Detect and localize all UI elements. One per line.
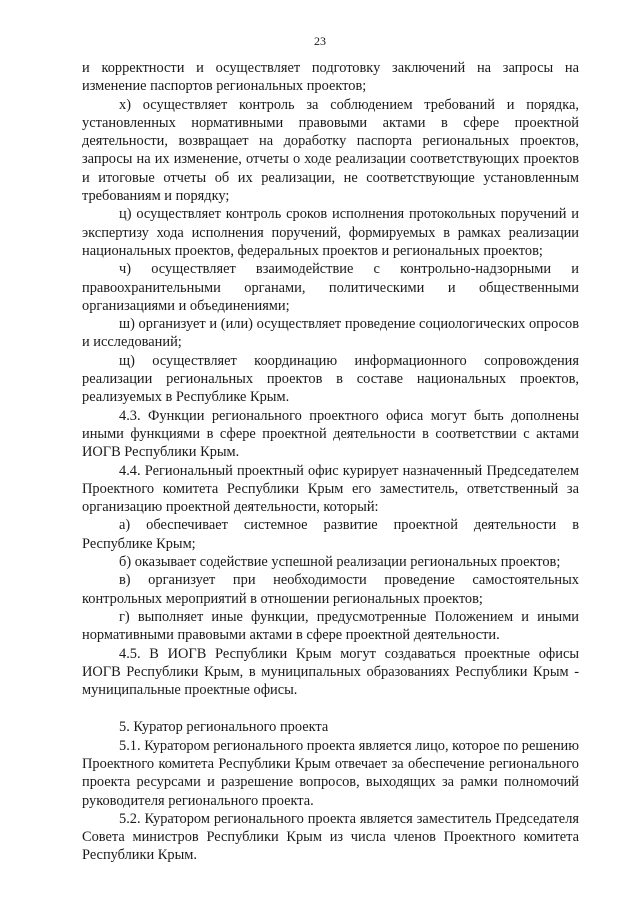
paragraph: ч) осуществляет взаимодействие с контрольно-надзорными и правоохранительными органами, политическими и общественными организациями и объединениями;	[82, 261, 579, 314]
document-body	[82, 59, 579, 865]
paragraph: б) оказывает содействие успешной реализации региональных проектов;	[119, 554, 561, 571]
paragraph: 4.4. Региональный проектный офис курирует назначенный Председателем Проектного комитета Республики Крым его заместитель, ответственный за организацию проектной деятельности, который:	[82, 462, 579, 516]
paragraph: а) обеспечивает системное развитие проектной деятельности в Республике Крым;	[82, 517, 579, 552]
paragraph: г) выполняет иные функции, предусмотренные Положением и иными нормативными правовыми актами в сфере проектной деятельности.	[82, 608, 579, 644]
paragraph: ш) организует и (или) осуществляет проведение социологических опросов и исследований;	[82, 316, 579, 351]
paragraph: 5.1. Куратором регионального проекта является лицо, которое по решению Проектного комитета Республики Крым отвечает за обеспечение регионального проекта ресурсами и разрешение вопросов, выходящих за рамки полномочий руководителя регионального проекта.	[82, 737, 579, 809]
paragraph: и корректности и осуществляет подготовку заключений на запросы на изменение паспортов региональных проектов;	[82, 60, 579, 95]
paragraph: щ) осуществляет координацию информационного сопровождения реализации региональных проектов в составе национальных проектов, реализуемых в Республике Крым.	[82, 352, 579, 406]
paragraph: 4.5. В ИОГВ Республики Крым могут создаваться проектные офисы ИОГВ Республики Крым, в муниципальных образованиях Республики Крым - муниципальные проектные офисы.	[82, 645, 579, 699]
page-number: 23	[314, 34, 326, 48]
paragraph: 5.2. Куратором регионального проекта является заместитель Председателя Совета министров Республики Крым из числа членов Проектного комитета Республики Крым.	[82, 810, 579, 864]
section-heading: 5. Куратор регионального проекта	[119, 719, 329, 736]
paragraph: ц) осуществляет контроль сроков исполнения протокольных поручений и экспертизу хода исполнения поручений, формируемых в рамках реализации национальных проектов, федеральных проектов и региональных проектов;	[82, 206, 579, 259]
paragraph: 4.3. Функции регионального проектного офиса могут быть дополнены иными функциями в сфере проектной деятельности в соответствии с актами ИОГВ Республики Крым.	[82, 407, 579, 461]
paragraph: в) организует при необходимости проведение самостоятельных контрольных мероприятий в отношении региональных проектов;	[82, 572, 579, 607]
paragraph: х) осуществляет контроль за соблюдением требований и порядка, установленных нормативными правовыми актами в сфере проектной деятельности, возвращает на доработку паспорта региональных проектов, запросы на их изменение, отчеты о ходе реализации соответствующих проектов и итоговые отчеты об их реализации, не соответствующие установленным требованиям и порядку;	[82, 96, 579, 205]
